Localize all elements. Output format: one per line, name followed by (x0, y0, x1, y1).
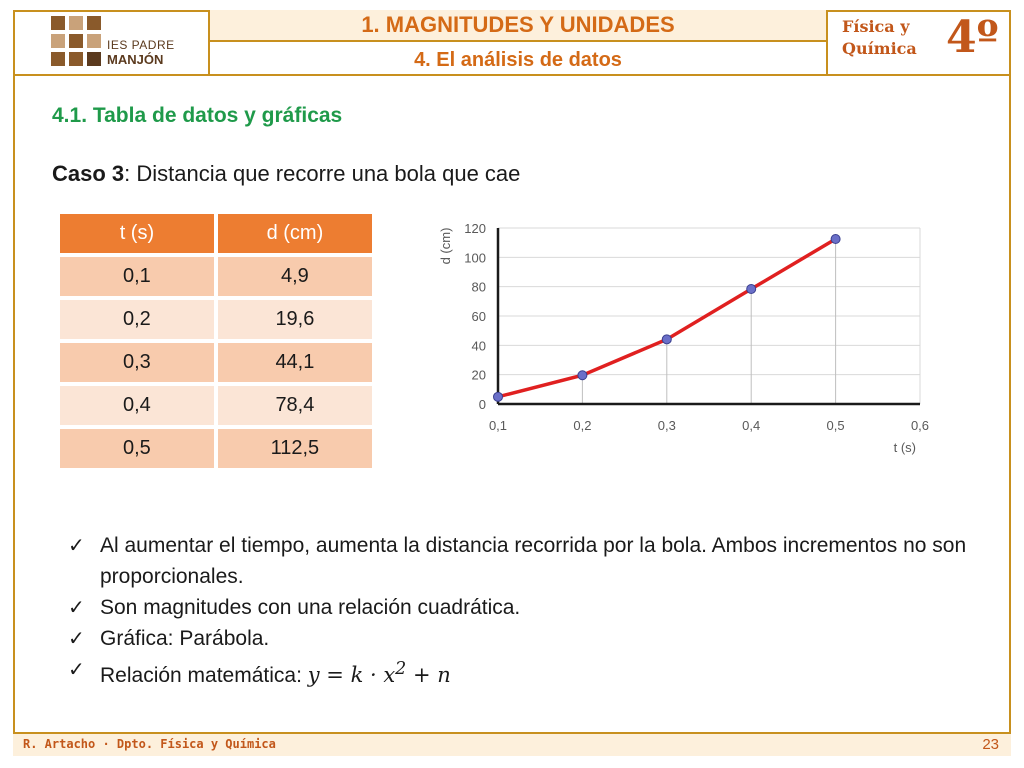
table-cell: 112,5 (216, 427, 374, 470)
bullet-text: Son magnitudes con una relación cuadrática. (100, 596, 521, 619)
case-text: : Distancia que recorre una bola que cae (124, 161, 521, 186)
check-icon: ✓ (68, 657, 85, 681)
lesson-subtitle: 4. El análisis de datos (414, 49, 622, 71)
x-tick-label: 0,3 (657, 418, 676, 433)
table-row (58, 341, 374, 384)
data-table (58, 212, 374, 470)
data-point (831, 235, 840, 244)
case-description (52, 161, 520, 187)
section-title: 4.1. Tabla de datos y gráficas (52, 104, 343, 127)
y-tick-label: 60 (471, 309, 486, 324)
bullet-text: Gráfica: Parábola. (100, 627, 270, 650)
table-cell: 44,1 (216, 341, 374, 384)
y-tick-label: 20 (471, 367, 486, 383)
check-icon: ✓ (68, 626, 85, 650)
bullet-text: Al aumentar el tiempo, aumenta la distancia recorrida por la bola. Ambos incrementos no son proporcionales. (100, 534, 967, 588)
x-axis-label: t (s) (893, 440, 916, 455)
logo-text-line1: IES PADRE (107, 38, 175, 52)
y-tick-label: 0 (478, 397, 486, 412)
x-tick-label: 0,6 (910, 418, 930, 433)
course-subject (842, 16, 917, 60)
y-tick-label: 80 (471, 279, 486, 295)
y-tick-label: 40 (471, 338, 486, 354)
unit-title: 1. MAGNITUDES Y UNIDADES (210, 10, 826, 42)
math-formula (307, 659, 451, 687)
data-point (747, 285, 756, 294)
formula-exponent: 2 (395, 659, 407, 679)
data-point (494, 392, 503, 401)
distance-time-chart (430, 214, 950, 464)
table-row (58, 384, 374, 427)
table-cell: 0,1 (58, 255, 216, 298)
school-logo (13, 10, 210, 74)
formula-tail: + n (406, 663, 451, 687)
data-point (578, 371, 587, 380)
list-item (68, 623, 968, 654)
course-subject-line2: Química (842, 39, 917, 58)
formula-main: y = k · x (307, 663, 396, 687)
x-tick-label: 0,2 (573, 418, 592, 433)
table-header-time: t (s) (58, 212, 216, 255)
footer-author: R. Artacho · Dpto. Física y Química (23, 737, 276, 751)
page-number: 23 (982, 736, 999, 753)
course-badge (826, 10, 1011, 74)
data-point (662, 335, 671, 344)
table-cell: 0,2 (58, 298, 216, 341)
slide-footer (13, 732, 1011, 756)
slide-header (13, 10, 1011, 74)
list-item (68, 592, 968, 623)
table-row (58, 427, 374, 470)
math-label: Relación matemática: (100, 664, 308, 687)
course-subject-line1: Física y (842, 17, 910, 36)
table-header-row (58, 212, 374, 255)
table-row (58, 255, 374, 298)
y-tick-label: 100 (464, 250, 486, 266)
y-axis-label: d (cm) (438, 227, 453, 265)
course-level: 4º (946, 12, 999, 63)
table-header-distance: d (cm) (216, 212, 374, 255)
header-divider (13, 74, 1011, 76)
table-row (58, 298, 374, 341)
logo-text-line2: MANJÓN (107, 52, 164, 67)
x-tick-label: 0,4 (742, 418, 761, 433)
check-icon: ✓ (68, 533, 85, 557)
y-tick-label: 120 (464, 221, 486, 236)
x-tick-label: 0,5 (826, 418, 845, 433)
case-label: Caso 3 (52, 161, 125, 186)
table-cell: 4,9 (216, 255, 374, 298)
x-tick-label: 0,1 (488, 418, 508, 433)
table-cell: 78,4 (216, 384, 374, 427)
title-box (210, 10, 826, 74)
table-cell: 0,4 (58, 384, 216, 427)
list-item (68, 654, 968, 691)
table-cell: 19,6 (216, 298, 374, 341)
table-cell: 0,5 (58, 427, 216, 470)
list-item (68, 530, 968, 592)
check-icon: ✓ (68, 595, 85, 619)
table-cell: 0,3 (58, 341, 216, 384)
conclusions-list (68, 530, 968, 691)
